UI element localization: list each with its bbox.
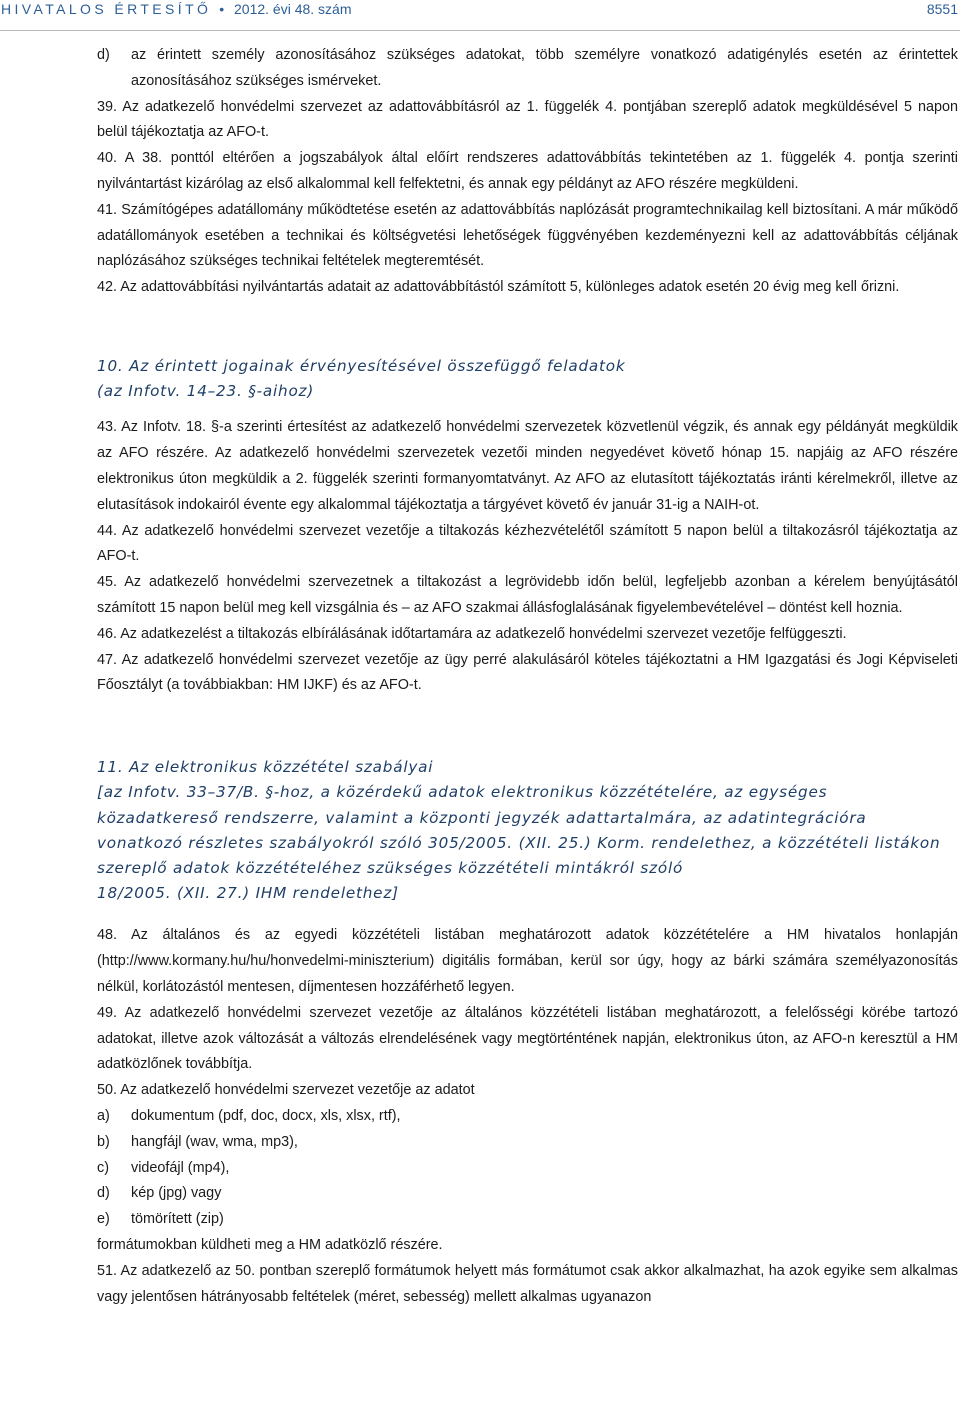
section-11-heading-line: szereplő adatok közzétételéhez szükséges közzétételi mintákról szóló: [97, 858, 684, 877]
paragraph-43: 43. Az Infotv. 18. §-a szerinti értesítést az adatkezelő honvédelmi szervezetek közvetlenül végzik, és annak egy példányát megküldik az AFO részére. Az adatkezelő honvédelmi szervezetek vezetői minden negyedévet követő hónap 15. napjáig az AFO részére elektronikus úton megküldik a 2. függelék szerinti formanyomtatványt. Az AFO az elutasított tájékoztatás iránti kérelmekről, illetve az elutasítások indokairól évente egy alkalommal tájékoztatja a tárgyévet követő év január 31-ig a NAIH-ot.: [97, 419, 958, 513]
list-label: d): [97, 47, 110, 63]
list-label: a): [97, 1107, 110, 1124]
format-list: [97, 1104, 958, 1233]
header-left: [1, 1, 352, 17]
list-label: c): [97, 1159, 109, 1176]
paragraph-50-intro: 50. Az adatkezelő honvédelmi szervezet vezetője az adatot: [97, 1082, 475, 1099]
paragraph-46: 46. Az adatkezelést a tiltakozás elbírálásának időtartamára az adatkezelő honvédelmi szervezet vezetője felfüggeszti.: [97, 625, 847, 642]
paragraph-41: 41. Számítógépes adatállomány működtetése esetén az adattovábbítás naplózását programtechnikailag kell biztosítani. A már működő adatállományok esetében a technikai és költségvetési lehetőségek függvényében kezdeményezni kell az adattovábbítás céljának naplózásához szükséges technikai feltételek megteremtését.: [97, 201, 958, 270]
section-11-heading-line: vonatkozó részletes szabályokról szóló 305/2005. (XII. 25.) Korm. rendelethez, a közzétételi listákon: [97, 833, 941, 852]
paragraph-40: 40. A 38. ponttól eltérően a jogszabályok által előírt rendszeres adattovábbítás tekintetében az 1. függelék 4. pontja szerinti nyilvántartást kizárólag az első alkalommal kell felfektetni, és annak egy példányt az AFO részére megküldeni.: [97, 150, 958, 192]
section-11-heading-line: [az Infotv. 33–37/B. §-hoz, a közérdekű adatok elektronikus közzétételére, az egységes: [97, 783, 828, 802]
paragraph-48: 48. Az általános és az egyedi közzétételi listában meghatározott adatok közzétételére a HM hivatalos honlapján (http://www.kormany.hu/hu/honvedelmi-miniszterium) digitális formában, kerül sor úgy, hogy az bárki számára személyazonosítás nélkül, korlátozástól mentesen, díjmentesen hozzáférhető legyen.: [97, 927, 958, 995]
section-10-title: 10. Az érintett jogainak érvényesítésével összefüggő feladatok: [97, 356, 626, 375]
page-header: [0, 0, 960, 31]
list-label: d): [97, 1185, 110, 1202]
paragraph-45: 45. Az adatkezelő honvédelmi szervezetnek a tiltakozást a legrövidebb időn belül, legfeljebb azonban a kérelem benyújtásától számított 15 napon belül meg kell vizsgálnia és – az AFO szakmai állásfoglalásának figyelembevételével – döntést kell hoznia.: [97, 574, 958, 616]
section-10-subtitle: (az Infotv. 14–23. §-aihoz): [97, 382, 315, 401]
list-item: [97, 1207, 958, 1233]
paragraph-51: 51. Az adatkezelő az 50. pontban szereplő formátumok helyett más formátumot csak akkor alkalmazhat, ha azok egyike sem alkalmas vagy jelentősen hátrányosabb feltételek (méret, sebesség) mellett alkalmas ugyanazon: [97, 1262, 958, 1305]
list-item: [97, 1104, 958, 1130]
section-10-heading: [97, 354, 958, 404]
page-number: 8551: [926, 1, 958, 17]
paragraph-47: 47. Az adatkezelő honvédelmi szervezet vezetője az ügy perré alakulásáról köteles tájékoztatni a HM Igazgatási és Jogi Képviseleti Főosztályt (a továbbiakban: HM IJKF) és az AFO-t.: [97, 651, 958, 694]
journal-title: HIVATALOS ÉRTESÍTŐ: [1, 1, 212, 17]
list-text: hangfájl (wav, wma, mp3),: [131, 1133, 298, 1150]
list-label: b): [97, 1133, 110, 1150]
section-11-heading-line: 11. Az elektronikus közzététel szabályai: [97, 758, 434, 777]
list-text: dokumentum (pdf, doc, docx, xls, xlsx, rtf),: [131, 1107, 401, 1124]
list-text: kép (jpg) vagy: [131, 1185, 222, 1202]
paragraph-39: 39. Az adatkezelő honvédelmi szervezet az adattovábbításról az 1. függelék 4. pontjában szereplő adatok megküldésével 5 napon belül tájékoztatja az AFO-t.: [97, 98, 958, 141]
section-11-heading: [97, 755, 958, 906]
list-item: [97, 1156, 958, 1182]
list-text: videofájl (mp4),: [131, 1159, 230, 1176]
list-item-d: [97, 43, 958, 95]
list-item: [97, 1181, 958, 1207]
header-bullet: •: [219, 1, 225, 17]
section-11-heading-line: közadatkereső rendszerre, valamint a központi jegyzék adattartalmára, az adatintegrációra: [97, 808, 867, 827]
issue-label: 2012. évi 48. szám: [234, 1, 352, 17]
paragraph-44: 44. Az adatkezelő honvédelmi szervezet vezetője a tiltakozás kézhezvételétől számított 5 napon belül a tiltakozásról tájékoztatja az AFO-t.: [97, 522, 958, 565]
list-text: tömörített (zip): [131, 1211, 224, 1228]
section-11-heading-line: 18/2005. (XII. 27.) IHM rendelethez]: [97, 884, 399, 903]
paragraph-50-outro: formátumokban küldheti meg a HM adatközlő részére.: [97, 1236, 443, 1253]
list-label: e): [97, 1211, 110, 1228]
paragraph-49: 49. Az adatkezelő honvédelmi szervezet vezetője az általános közzétételi listában meghatározott, a felelősségi körébe tartozó adatokat, illetve azok változását a változás elrendelésének vagy megtörténtének napján, elektronikus úton, az AFO-n keresztül a HM adatközlőnek továbbítja.: [97, 1004, 958, 1073]
list-text: az érintett személy azonosításához szükséges adatokat, több személyre vonatkozó adatigénylés esetén az érintettek azonosításához szükséges ismérveket.: [131, 47, 958, 89]
list-item: [97, 1130, 958, 1156]
document-body: [97, 43, 958, 1310]
paragraph-42: 42. Az adattovábbítási nyilvántartás adatait az adattovábbítástól számított 5, különleges adatok esetén 20 évig meg kell őrizni.: [97, 279, 900, 296]
